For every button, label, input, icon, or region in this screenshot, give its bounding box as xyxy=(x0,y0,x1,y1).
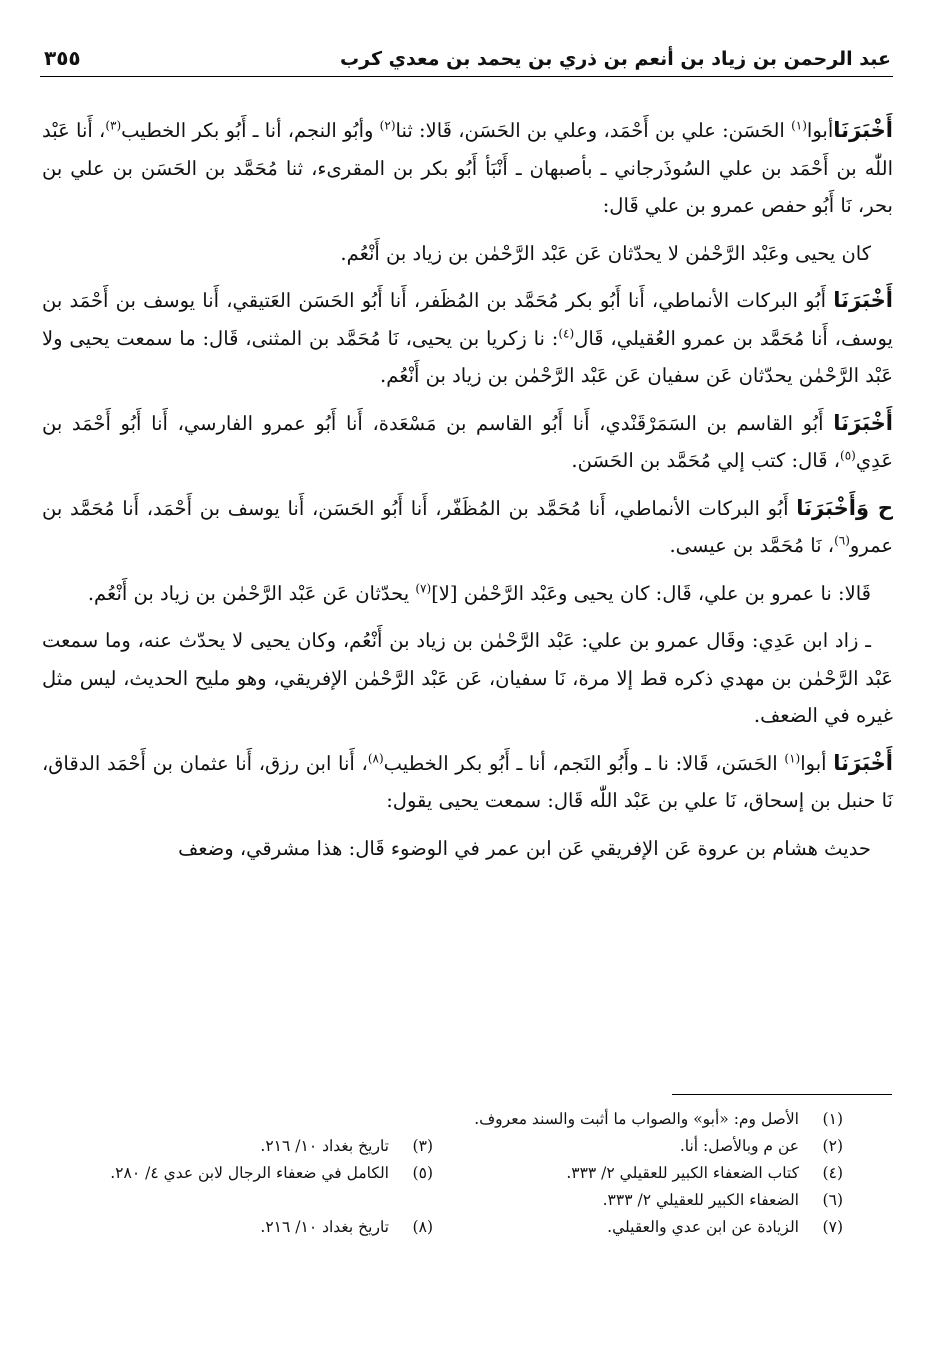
footnote-separator xyxy=(672,1094,892,1095)
paragraph xyxy=(42,830,893,868)
running-title: عبد الرحمن بن زياد بن أنعم بن ذري بن يحمد بن معدي كرب xyxy=(340,48,891,70)
footnote-reference: (٦) xyxy=(834,533,850,548)
footnote xyxy=(433,1133,843,1160)
footnote xyxy=(23,1106,843,1133)
text-segment: ـ زاد ابن عَدِي: وقَال عمرو بن علي: عَبْد الرَّحْمٰن بن زياد بن أَنْعُم، وكان يحيى لا يحدّث عنه، وما سمعت عَبْد الرَّحْمٰن بن مهدي ذكره قط إلا مرة، نَا سفيان، عَن عَبْد الرَّحْمٰن الإفريقي، وهو مليح الحديث، ليس مثل غيره في الضعف. xyxy=(42,629,893,727)
footnote-number: (٨) xyxy=(412,1218,433,1236)
paragraph xyxy=(42,490,893,565)
footnote-number: (٤) xyxy=(822,1164,843,1182)
footnote-number: (٧) xyxy=(822,1218,843,1236)
footnotes xyxy=(23,1106,843,1241)
footnote-reference: (٥) xyxy=(840,448,856,463)
text-segment: أبوا xyxy=(800,751,834,775)
footnote-row xyxy=(23,1160,843,1187)
text-segment: ، أَنا عَبْد اللّٰه بن أَحْمَد بن علي السُوذَرجاني ـ بأصبهان ـ أَنْبَأ أَبُو بكر بن المقرىء، ثنا مُحَمَّد بن الحَسَن بن علي بن بحر، نَا أَبُو حفص عمرو بن علي قَال: xyxy=(42,119,893,217)
text-segment: الحَسَن، قَالا: نا ـ وأَبُو النَجم، أنا ـ أَبُو بكر الخطيب xyxy=(383,751,785,775)
footnote-text: الكامل في ضعفاء الرجال لابن عدي ٤/ ٢٨٠. xyxy=(110,1164,389,1182)
footnote-row xyxy=(23,1133,843,1160)
footnote-reference: (١) xyxy=(791,118,807,133)
text-segment: أَبُو القاسم بن السَمَرْقَنْدي، أَنا أَبُو القاسم بن مَسْعَدة، أَنا أَبُو عمرو الفارسي، أَنا أَبُو أَحْمَد بن عَدِي xyxy=(42,411,893,472)
footnote-row xyxy=(23,1214,843,1241)
footnote-row xyxy=(23,1106,843,1133)
footnote xyxy=(23,1187,843,1214)
footnote xyxy=(433,1160,843,1187)
footnote-reference: (٤) xyxy=(558,326,575,340)
text-segment: حديث هشام بن عروة عَن الإفريقي عَن ابن عمر في الوضوء قَال: هذا مشرقي، وضعف xyxy=(178,836,871,860)
footnote xyxy=(23,1160,433,1187)
paragraph xyxy=(42,575,893,613)
footnote-reference: (٣) xyxy=(105,118,122,133)
paragraph-lead-keyword: أَخْبَرَنَا xyxy=(833,410,893,435)
text-segment: الحَسَن: علي بن أَحْمَد، وعلي بن الحَسَن، قَالا: ثنا xyxy=(395,119,792,142)
paragraph-lead-keyword: أَخْبَرَنَا xyxy=(833,750,893,775)
page-number: ٣٥٥ xyxy=(44,46,81,70)
text-segment: ، قَال: كتب إلي مُحَمَّد بن الحَسَن. xyxy=(571,449,841,472)
main-text xyxy=(42,112,893,877)
text-segment: أبوا xyxy=(806,119,834,142)
footnote-text: تاريخ بغداد ١٠/ ٢١٦. xyxy=(260,1137,389,1155)
text-segment: كان يحيى وعَبْد الرَّحْمٰن لا يحدّثان عَن عَبْد الرَّحْمٰن بن زياد بن أَنْعُم. xyxy=(340,241,871,265)
paragraph xyxy=(42,745,893,820)
paragraph xyxy=(42,282,893,395)
footnote xyxy=(433,1214,843,1241)
footnote xyxy=(23,1133,433,1160)
footnote-reference: (١) xyxy=(784,751,801,765)
footnote-number: (١) xyxy=(822,1110,843,1128)
footnote-text: تاريخ بغداد ١٠/ ٢١٦. xyxy=(260,1218,389,1236)
footnote xyxy=(23,1214,433,1241)
paragraph xyxy=(42,112,893,225)
footnote-number: (٥) xyxy=(412,1164,433,1182)
text-segment: وأبُو النجم، أنا ـ أَبُو بكر الخطيب xyxy=(121,119,380,142)
footnote-reference: (٨) xyxy=(367,751,384,765)
paragraph-lead-keyword: أَخْبَرَنَا xyxy=(833,288,893,312)
footnote-text: عن م وبالأصل: أنا. xyxy=(679,1137,799,1155)
footnote-text: الزيادة عن ابن عدي والعقيلي. xyxy=(607,1218,799,1236)
footnote-row xyxy=(23,1187,843,1214)
footnote-number: (٣) xyxy=(412,1137,433,1155)
text-segment: ، أَنا ابن رزق، أَنا عثمان بن أَحْمَد الدقاق، نَا حنبل بن إسحاق، نَا علي بن عَبْد اللّٰه قَال: سمعت يحيى يقول: xyxy=(42,751,893,812)
paragraph-lead-keyword: أَخْبَرَنَا xyxy=(833,118,893,142)
paragraph-lead-keyword: ح وَأَخْبَرَنَا xyxy=(796,495,893,520)
text-segment: أَبُو البركات الأنماطي، أَنا أَبُو بكر مُحَمَّد بن المُظَفر، أَنا أَبُو الحَسَن العَتيقي، أَنا يوسف بن أَحْمَد بن يوسف، أَنا مُحَمَّد بن عمرو العُقيلي، قَال xyxy=(42,289,893,350)
text-segment: أَبُو البركات الأنماطي، أَنا مُحَمَّد بن المُظَفّر، أَنا أَبُو الحَسَن، أَنا يوسف بن أَحْمَد، أَنا مُحَمَّد بن عمرو xyxy=(42,496,893,557)
text-segment: يحدّثان عَن عَبْد الرَّحْمٰن بن زياد بن أَنْعُم. xyxy=(87,581,416,605)
paragraph xyxy=(42,405,893,480)
footnote-reference: (٧) xyxy=(415,581,432,595)
footnote-text: الضعفاء الكبير للعقيلي ٢/ ٣٣٣. xyxy=(602,1191,799,1209)
footnote-text: كتاب الضعفاء الكبير للعقيلي ٢/ ٣٣٣. xyxy=(566,1164,799,1182)
footnote-text: الأصل وم: «أبو» والصواب ما أثبت والسند معروف. xyxy=(474,1110,799,1128)
text-segment: ، نَا مُحَمَّد بن عيسى. xyxy=(669,534,835,557)
footnote-number: (٢) xyxy=(822,1137,843,1155)
page-header xyxy=(40,40,893,77)
footnote-reference: (٢) xyxy=(379,118,396,133)
footnote-number: (٦) xyxy=(822,1191,843,1209)
paragraph xyxy=(42,235,893,273)
paragraph xyxy=(42,622,893,735)
text-segment: قَالا: نا عمرو بن علي، قَال: كان يحيى وعَبْد الرَّحْمٰن [لا] xyxy=(431,581,871,605)
text-segment: : نا زكريا بن يحيى، نَا مُحَمَّد بن المثنى، قَال: ما سمعت يحيى ولا عَبْد الرَّحْمٰن يحدّثان عَن سفيان عَن عَبْد الرَّحْمٰن بن زياد بن أَنْعُم. xyxy=(42,326,893,387)
